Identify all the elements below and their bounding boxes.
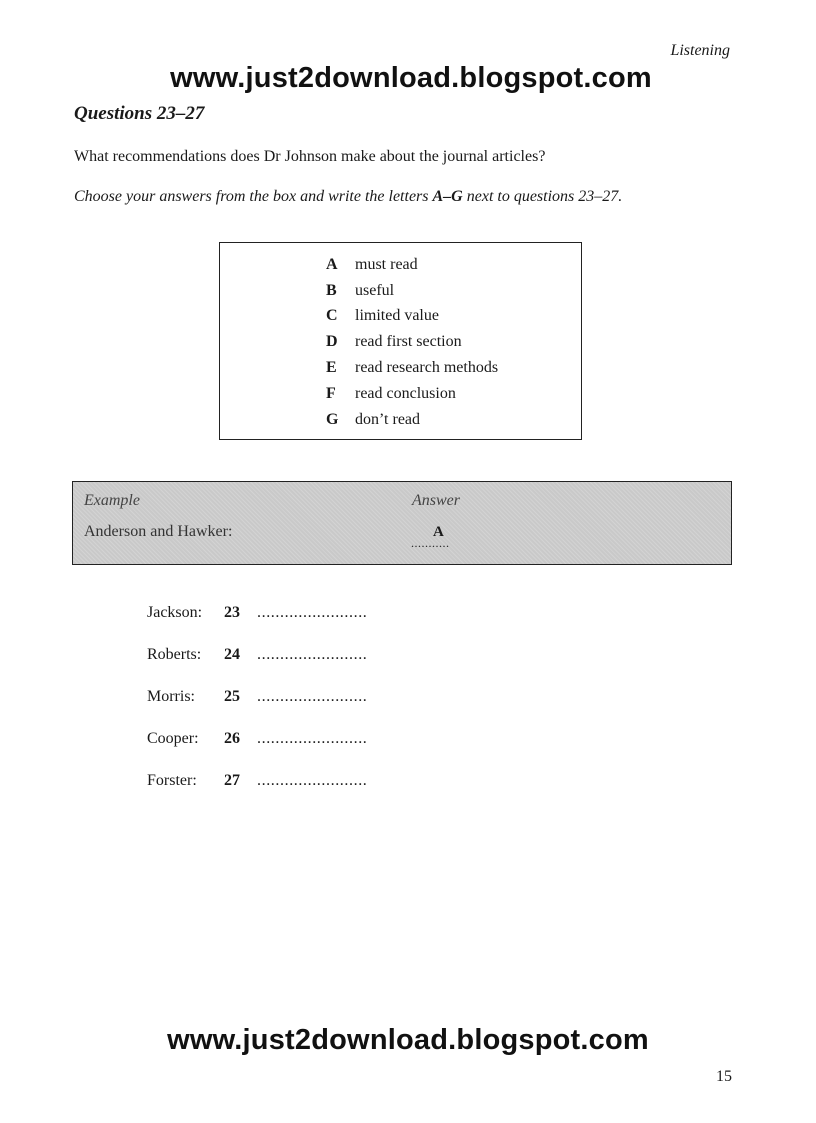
option-text: limited value xyxy=(355,307,439,325)
option-item xyxy=(326,407,498,433)
answer-label: Answer xyxy=(412,492,460,509)
watermark-top: www.just2download.blogspot.com xyxy=(170,62,652,94)
question-text: What recommendations does Dr Johnson make about the journal articles? xyxy=(74,148,546,165)
example-label: Example xyxy=(84,492,140,509)
option-letter: F xyxy=(326,384,336,402)
option-letter: D xyxy=(326,333,338,351)
answer-name: Morris: xyxy=(147,688,195,705)
example-box xyxy=(72,481,732,565)
example-name: Anderson and Hawker: xyxy=(84,523,233,540)
instruction-text xyxy=(74,188,622,206)
example-answer-dots: ........... xyxy=(411,536,450,550)
answer-blank[interactable]: ........................ xyxy=(257,688,368,705)
question-number: 25 xyxy=(224,688,240,705)
questions-heading: Questions 23–27 xyxy=(74,103,205,124)
answer-name: Roberts: xyxy=(147,646,202,663)
option-letter: A xyxy=(326,255,338,273)
option-letter: G xyxy=(326,410,339,428)
question-number: 27 xyxy=(224,772,240,789)
watermark-bottom: www.just2download.blogspot.com xyxy=(167,1024,649,1056)
instruction-post: next to questions 23–27. xyxy=(462,188,623,205)
instruction-letters: A–G xyxy=(432,188,463,205)
page-number: 15 xyxy=(716,1068,732,1085)
option-item xyxy=(326,381,498,407)
question-number: 26 xyxy=(224,730,240,747)
answer-name: Cooper: xyxy=(147,730,199,747)
option-text: useful xyxy=(355,281,395,299)
option-text: read conclusion xyxy=(355,384,456,402)
question-number: 24 xyxy=(224,646,240,663)
answer-name: Jackson: xyxy=(147,604,203,621)
option-text: read research methods xyxy=(355,359,499,377)
option-letter: E xyxy=(326,359,337,377)
section-label: Listening xyxy=(670,42,730,59)
option-item xyxy=(326,278,498,304)
options-list xyxy=(326,252,498,433)
option-item xyxy=(326,252,498,278)
option-item xyxy=(326,329,498,355)
example-answer: A xyxy=(433,524,444,540)
option-text: must read xyxy=(355,255,418,273)
answer-blank[interactable]: ........................ xyxy=(257,730,368,747)
answer-blank[interactable]: ........................ xyxy=(257,604,368,621)
question-number: 23 xyxy=(224,604,240,621)
instruction-pre: Choose your answers from the box and write the letters xyxy=(74,188,433,205)
option-item xyxy=(326,355,498,381)
option-text: don’t read xyxy=(355,410,421,428)
option-text: read first section xyxy=(355,333,462,351)
answer-blank[interactable]: ........................ xyxy=(257,646,368,663)
option-letter: C xyxy=(326,307,338,325)
answer-blank[interactable]: ........................ xyxy=(257,772,368,789)
options-box xyxy=(219,242,582,440)
answer-name: Forster: xyxy=(147,772,197,789)
option-item xyxy=(326,304,498,330)
option-letter: B xyxy=(326,281,337,299)
